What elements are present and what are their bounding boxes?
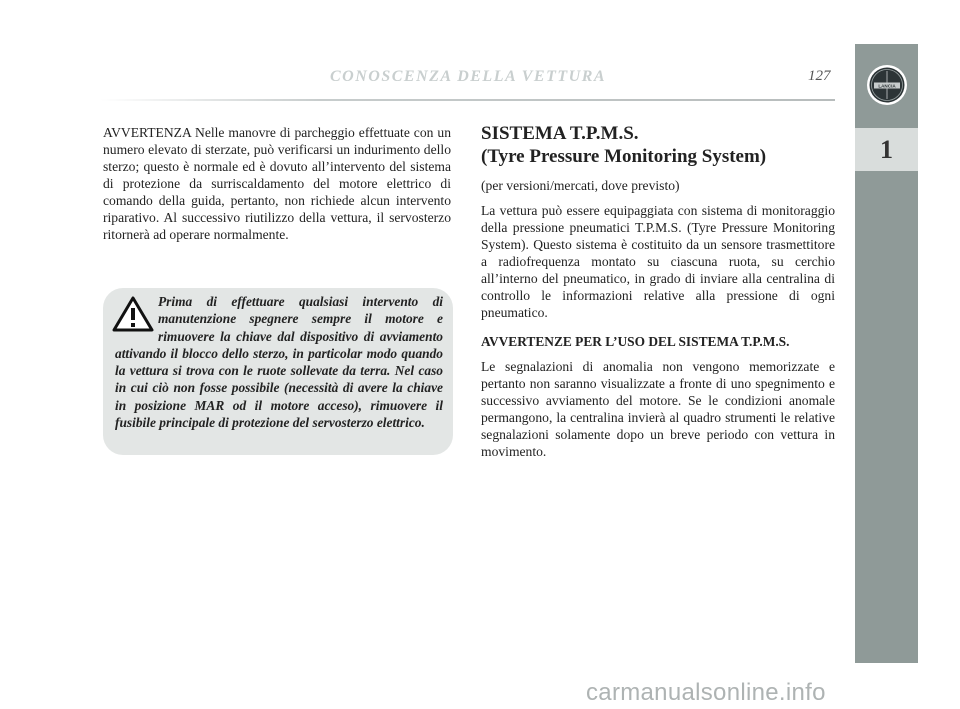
logo-text: LANCIA	[878, 83, 896, 89]
chapter-tab	[855, 128, 918, 171]
section-heading-line2: (Tyre Pressure Monitoring System)	[481, 146, 767, 167]
warning-text: Prima di effettuare qualsiasi intervento di manutenzione spegnere sempre il motore e rimuovere la chiave dal dispositivo di avviamento attivando il blocco dello sterzo, in particolar modo quando la vettura si trova con le ruote sollevate da terra. Nel caso in cui ciò non fosse possibile (necessità di avere la chiave in posizione MAR od il motore acceso), rimuovere il fusibile principale di protezione del servosterzo elettrico.	[115, 294, 443, 431]
left-column	[103, 124, 451, 243]
warning-text-block	[115, 293, 443, 431]
section-subtitle: (per versioni/mercati, dove previsto)	[481, 178, 680, 193]
section-heading	[481, 122, 835, 168]
tpms-description: La vettura può essere equipaggiata con sistema di monitoraggio della pressione pneumatici T.P.M.S. (Tyre Pressure Monitoring System). Questo sistema è costituito da un sensore trasmettitore a radiofrequenza montato su ciascuna ruota, su cerchio all’interno del pneumatico, in grado di inviare alla centralina di controllo le informazioni relative alla pressione di ogni pneumatico.	[481, 203, 835, 320]
left-paragraph: AVVERTENZA Nelle manovre di parcheggio effettuate con un numero elevato di sterzate, può verificarsi un indurimento dello sterzo; questo è normale ed è dovuto all’intervento del sistema di protezione da surriscaldamento del motore elettrico di comando della guida, pertanto, non richiede alcun intervento riparativo. Al successivo riutilizzo della vettura, il servosterzo ritornerà ad operare normalmente.	[103, 125, 451, 242]
page-number: 127	[808, 68, 831, 84]
tpms-warnings-heading: AVVERTENZE PER L’USO DEL SISTEMA T.P.M.S.	[481, 334, 790, 349]
section-title: CONOSCENZA DELLA VETTURA	[330, 68, 607, 85]
section-heading-line1: SISTEMA T.P.M.S.	[481, 123, 639, 144]
lancia-logo-icon	[866, 64, 908, 106]
chapter-number: 1	[880, 134, 893, 164]
watermark: carmanualsonline.info	[586, 679, 826, 706]
header-divider	[100, 99, 835, 101]
right-column	[481, 122, 835, 460]
tpms-warnings-text: Le segnalazioni di anomalia non vengono memorizzate e pertanto non saranno visualizzate a fronte di uno spegnimento e successivo avviamento del motore. Se le condizioni anomale permangono, la centralina invierà al quadro strumenti le relative segnalazioni solamente dopo un breve periodo con vettura in movimento.	[481, 359, 835, 459]
